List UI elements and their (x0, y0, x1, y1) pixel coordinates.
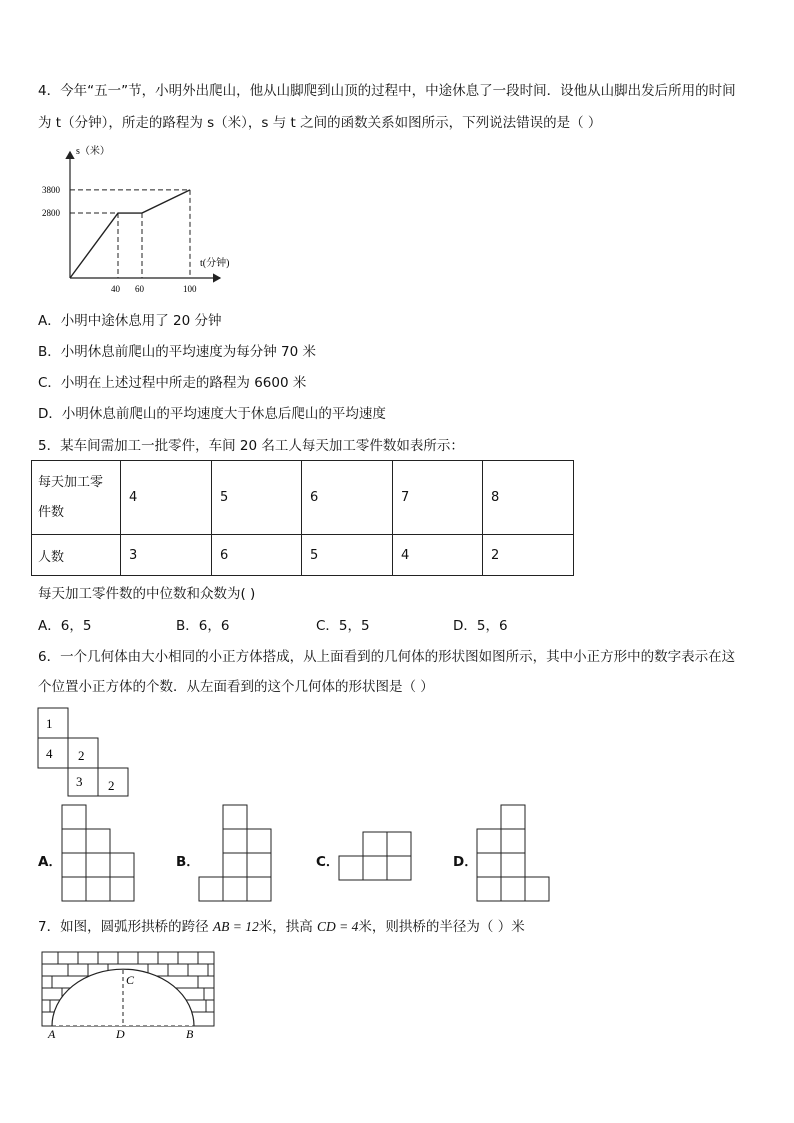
grid-number: 2 (78, 748, 85, 763)
q7-ab: AB = 12 (212, 919, 259, 934)
q5-table (31, 460, 574, 576)
q4-xtick-100: 100 (183, 284, 197, 294)
q7-stem-a: 7．如图，圆弧形拱桥的跨径 (38, 919, 213, 935)
table-cell: 2 (483, 535, 574, 576)
q4-ytick-3800: 3800 (42, 184, 60, 195)
q7-stem-b: 米，拱高 (258, 919, 318, 935)
q5-option-a: A．6，5 (38, 618, 92, 634)
q4-xtick-60: 60 (135, 284, 144, 294)
q5-stem: 5．某车间需加工一批零件，车间 20 名工人每天加工零件数如表所示： (38, 438, 464, 454)
table-row (32, 535, 574, 576)
q7-label-c: C (126, 973, 135, 987)
table-cell: 6 (302, 461, 393, 535)
table-cell: 4 (393, 535, 483, 576)
table-cell: 4 (121, 461, 212, 535)
q6-option-d-label: D． (453, 854, 478, 870)
q6-option-b-figure (198, 804, 276, 906)
q6-top-view-grid (36, 706, 132, 798)
q5-question: 每天加工零件数的中位数和众数为( ) (38, 586, 256, 602)
grid-cell (38, 738, 68, 768)
q7-cd: CD = 4 (317, 919, 359, 934)
q4-option-c: C．小明在上述过程中所走的路程为 6600 米 (38, 375, 307, 391)
q4-distance-time-chart (40, 142, 240, 297)
q7-label-b: B (186, 1027, 194, 1040)
grid-number: 1 (46, 716, 53, 731)
q6-stem-line1: 6．一个几何体由大小相同的小正方体搭成，从上面看到的几何体的形状图如图所示，其中小正方形中的数字表示在这 (38, 649, 736, 665)
q6-option-c-label: C． (316, 854, 340, 870)
q4-series-line (70, 190, 190, 278)
q7-stem-c: 米，则拱桥的半径为（ ）米 (358, 919, 525, 935)
table-cell: 8 (483, 461, 574, 535)
q6-option-c-figure (338, 830, 416, 886)
q4-option-d: D．小明休息前爬山的平均速度大于休息后爬山的平均速度 (38, 406, 386, 422)
q5-header-parts-b: 件数 (38, 504, 65, 520)
q4-option-a: A．小明中途休息用了 20 分钟 (38, 313, 222, 329)
q7-stem (38, 918, 525, 936)
q5-header-parts (32, 461, 121, 535)
table-row (32, 461, 574, 535)
q4-y-label: s（米） (76, 146, 110, 157)
q4-ytick-2800: 2800 (42, 208, 60, 219)
q7-arch-bridge-figure (38, 948, 218, 1040)
q6-option-a-label: A． (38, 854, 62, 870)
grid-number: 3 (76, 774, 83, 789)
grid-number: 4 (46, 746, 53, 761)
q5-option-c: C．5，5 (316, 618, 370, 634)
q4-option-b: B．小明休息前爬山的平均速度为每分钟 70 米 (38, 344, 317, 360)
q6-option-a-figure (61, 804, 137, 906)
q4-x-label: t(分钟) (200, 258, 230, 269)
q4-stem-line2: 为 t（分钟），所走的路程为 s（米），s 与 t 之间的函数关系如图所示，下列说法错误的是（ ） (38, 115, 602, 131)
q6-option-b-label: B． (176, 854, 200, 870)
grid-cell (38, 708, 68, 738)
q5-header-people: 人数 (32, 535, 121, 576)
table-cell: 3 (121, 535, 212, 576)
q7-label-a: A (48, 1027, 56, 1040)
q4-stem-line1: 4．今年“五一”节，小明外出爬山，他从山脚爬到山顶的过程中，中途休息了一段时间．设他从山脚出发后所用的时间 (38, 83, 736, 99)
table-cell: 7 (393, 461, 483, 535)
q5-option-b: B．6，6 (176, 618, 230, 634)
table-cell: 6 (212, 535, 302, 576)
table-cell: 5 (212, 461, 302, 535)
q5-option-d: D．5，6 (453, 618, 508, 634)
grid-number: 2 (108, 778, 115, 793)
q7-label-d: D (116, 1027, 125, 1040)
q6-option-d-figure (476, 804, 554, 906)
q5-header-parts-a: 每天加工零 (38, 474, 104, 490)
q4-xtick-40: 40 (111, 284, 120, 294)
q6-stem-line2: 个位置小正方体的个数．从左面看到的这个几何体的形状图是（ ） (38, 679, 434, 695)
table-cell: 5 (302, 535, 393, 576)
grid-cell (68, 768, 98, 796)
